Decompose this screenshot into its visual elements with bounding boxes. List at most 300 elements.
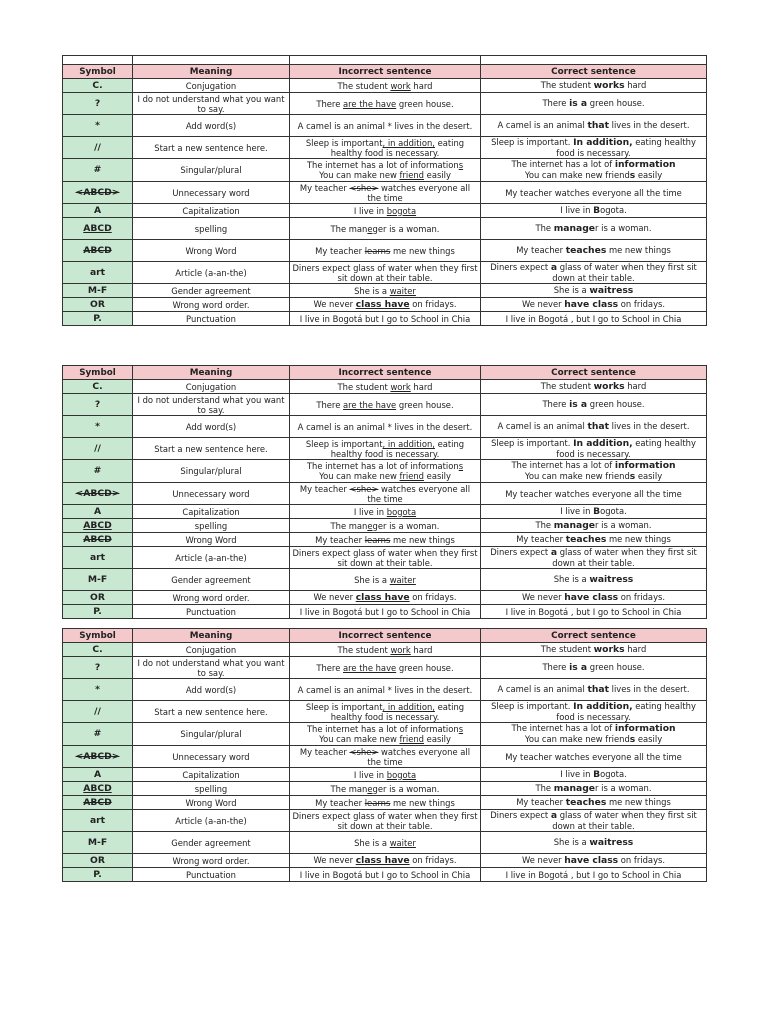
marked-text: works <box>593 80 625 91</box>
table-row <box>63 643 707 657</box>
sentence-text: The internet has a lot of <box>511 460 615 470</box>
incorrect-sentence-cell <box>290 591 481 605</box>
marked-text: s <box>629 734 636 745</box>
sentence-text: Diners expect <box>490 547 551 557</box>
sentence-text: hard <box>624 644 647 654</box>
sentence-text: We never <box>313 299 356 309</box>
table-row <box>63 416 707 438</box>
sentence-text: me new things <box>606 245 671 255</box>
symbol-cell <box>63 657 133 679</box>
marked-text: , in addition, <box>382 701 435 712</box>
correct-sentence-cell <box>481 679 707 701</box>
sentence-text: A camel is an animal <box>497 120 588 130</box>
symbol-text: ABCD <box>83 519 112 531</box>
sentence-text: easily <box>424 734 451 744</box>
marked-text: a <box>550 810 558 821</box>
marked-text: e <box>367 783 373 794</box>
symbol-cell <box>63 159 133 182</box>
symbol-cell <box>63 505 133 519</box>
sentence-text: We never <box>313 592 356 602</box>
sentence-text: I live in Bogotá , but I go to School in Chia <box>505 869 682 880</box>
incorrect-sentence-cell <box>290 240 481 262</box>
header-meaning: Meaning <box>133 629 290 643</box>
marked-text: work <box>390 80 411 91</box>
error-codes-table-2 <box>62 365 707 619</box>
incorrect-sentence-cell <box>290 137 481 159</box>
incorrect-sentence-cell <box>290 93 481 115</box>
sentence-text: She is a <box>553 285 590 295</box>
symbol-cell <box>63 284 133 298</box>
meaning-cell: Unnecessary word <box>133 483 290 505</box>
sentence-text: She is a <box>553 574 590 584</box>
symbol-text: ABCD <box>83 244 112 256</box>
correct-sentence-cell <box>481 547 707 569</box>
correct-sentence-cell <box>481 240 707 262</box>
sentence-text: eating healthy food is necessary. <box>556 137 696 158</box>
table-row <box>63 137 707 159</box>
symbol-text: A <box>93 204 102 216</box>
sentence-text: My teacher watches everyone all the time <box>505 488 682 499</box>
table-row <box>63 394 707 416</box>
sentence-text: I live in Bogotá but I go to School in Chia <box>299 313 471 324</box>
symbol-cell <box>63 605 133 619</box>
incorrect-sentence-cell <box>290 182 481 204</box>
meaning-cell: I do not understand what you want to say. <box>133 394 290 416</box>
table-row <box>63 298 707 312</box>
table-row <box>63 115 707 137</box>
sentence-text: There <box>316 399 344 410</box>
meaning-cell: Punctuation <box>133 312 290 326</box>
marked-text: class have <box>355 855 410 866</box>
marked-text: waitress <box>589 285 634 296</box>
sentence-text: You can make new <box>319 471 400 481</box>
sentence-text: There <box>542 662 570 672</box>
sentence-text: I live in Bogotá , but I go to School in Chia <box>505 606 682 617</box>
sentence-text: We never <box>313 855 356 865</box>
sentence-text: My teacher watches everyone all the time <box>505 187 682 198</box>
correct-sentence-cell <box>481 438 707 460</box>
symbol-cell <box>63 460 133 483</box>
meaning-cell: Singular/plural <box>133 159 290 182</box>
sentence-text: easily <box>424 471 451 481</box>
sentence-text: We never <box>521 855 565 865</box>
sentence-text: I live in Bogotá but I go to School in Chia <box>299 869 471 880</box>
sentence-text: eating healthy food is necessary. <box>330 137 465 158</box>
incorrect-sentence-cell <box>290 868 481 882</box>
sentence-text: My teacher watches everyone all the time <box>505 751 682 762</box>
sentence-text: The internet has a lot of information <box>306 724 459 734</box>
sentence-text: The man <box>330 520 368 531</box>
marked-text: bogota <box>386 769 417 780</box>
sentence-text: My teacher <box>516 534 566 544</box>
sentence-text: on fridays. <box>618 592 666 602</box>
symbol-cell <box>63 533 133 547</box>
incorrect-sentence-cell <box>290 380 481 394</box>
meaning-cell: Gender agreement <box>133 832 290 854</box>
meaning-cell: Singular/plural <box>133 460 290 483</box>
symbol-cell <box>63 483 133 505</box>
header-symbol: Symbol <box>63 629 133 643</box>
incorrect-sentence-cell <box>290 483 481 505</box>
correct-sentence-cell <box>481 810 707 832</box>
sentence-text: My teacher <box>315 534 365 545</box>
marked-text: information <box>614 723 676 734</box>
sentence-text: The student <box>540 80 594 90</box>
marked-text: B <box>593 506 601 517</box>
marked-text: <she> <box>349 746 379 757</box>
marked-text: have class <box>564 299 619 310</box>
correct-sentence-cell <box>481 723 707 746</box>
blank-cell <box>290 56 481 65</box>
meaning-cell: spelling <box>133 782 290 796</box>
marked-text: class have <box>355 592 410 603</box>
table-row <box>63 483 707 505</box>
marked-text: a <box>550 262 558 273</box>
correct-sentence-cell <box>481 460 707 483</box>
symbol-text: OR <box>90 298 105 310</box>
sentence-text: There <box>542 399 570 409</box>
sentence-text: We never <box>521 592 565 602</box>
marked-text: friend <box>399 170 424 180</box>
incorrect-sentence-cell <box>290 438 481 460</box>
sentence-text: r is a woman. <box>595 520 652 530</box>
sentence-text: green house. <box>396 98 454 109</box>
sentence-text: Sleep is important. <box>491 438 574 448</box>
correct-sentence-cell <box>481 182 707 204</box>
table-row <box>63 204 707 218</box>
symbol-cell <box>63 93 133 115</box>
symbol-text: M-F <box>87 284 108 296</box>
symbol-text: C. <box>92 380 103 392</box>
sentence-text: ogota. <box>600 205 627 215</box>
marked-text: waiter <box>389 837 416 848</box>
sentence-text: Sleep is important. <box>491 701 574 711</box>
symbol-cell <box>63 679 133 701</box>
symbol-text: ABCD <box>83 533 112 545</box>
meaning-cell: Wrong Word <box>133 796 290 810</box>
marked-text: waitress <box>589 837 634 848</box>
table-row <box>63 605 707 619</box>
correct-sentence-cell <box>481 796 707 810</box>
table-row <box>63 312 707 326</box>
marked-text: In addition, <box>573 438 633 449</box>
symbol-text: ABCD <box>83 782 112 794</box>
symbol-text: art <box>89 814 106 826</box>
table-row <box>63 380 707 394</box>
symbol-cell <box>63 204 133 218</box>
sentence-text: My teacher <box>315 245 365 256</box>
marked-text: In addition, <box>573 137 633 148</box>
marked-text: class have <box>355 299 410 310</box>
table-row <box>63 547 707 569</box>
incorrect-sentence-cell <box>290 312 481 326</box>
meaning-cell: Add word(s) <box>133 115 290 137</box>
sentence-text: Diners expect <box>490 810 551 820</box>
correct-sentence-cell <box>481 394 707 416</box>
sentence-text: green house. <box>396 399 454 410</box>
meaning-cell: Article (a-an-the) <box>133 262 290 284</box>
table-row <box>63 854 707 868</box>
marked-text: teaches <box>565 245 607 256</box>
meaning-cell: Conjugation <box>133 79 290 93</box>
sentence-text: The internet has a lot of information <box>306 160 459 170</box>
sentence-text: She is a <box>553 837 590 847</box>
table-row <box>63 832 707 854</box>
table-row <box>63 438 707 460</box>
table-row <box>63 810 707 832</box>
marked-text: <she> <box>349 182 379 193</box>
incorrect-sentence-cell <box>290 782 481 796</box>
table-row <box>63 505 707 519</box>
sentence-text: There <box>316 98 344 109</box>
sentence-text: The student <box>337 381 391 392</box>
sentence-text: My teacher <box>299 483 350 494</box>
table-row <box>63 868 707 882</box>
error-codes-table-1 <box>62 55 707 326</box>
meaning-cell: Wrong Word <box>133 533 290 547</box>
table-row <box>63 519 707 533</box>
sentence-text: Diners expect glass of water when they first sit down at their table. <box>292 810 478 831</box>
incorrect-sentence-cell <box>290 262 481 284</box>
sentence-text: hard <box>624 381 647 391</box>
marked-text: s <box>458 160 464 170</box>
sentence-text: ogota. <box>600 506 627 516</box>
marked-text: have class <box>564 855 619 866</box>
meaning-cell: I do not understand what you want to say. <box>133 657 290 679</box>
symbol-cell <box>63 782 133 796</box>
sentence-text: easily <box>635 170 663 180</box>
symbol-cell <box>63 768 133 782</box>
sentence-text: green house. <box>587 399 645 409</box>
marked-text: <she> <box>349 483 379 494</box>
sentence-text: Sleep is important <box>305 137 383 148</box>
marked-text: are the have <box>343 399 397 410</box>
sentence-text: The internet has a lot of <box>511 723 615 733</box>
sentence-text: I live in Bogotá but I go to School in Chia <box>299 606 471 617</box>
marked-text: are the have <box>343 662 397 673</box>
symbol-text: * <box>95 119 100 131</box>
symbol-text: # <box>93 465 102 476</box>
incorrect-sentence-cell <box>290 547 481 569</box>
sentence-text: easily <box>635 471 663 481</box>
sentence-text: You can make new friend <box>524 170 630 180</box>
marked-text: s <box>629 170 636 181</box>
meaning-cell: Wrong word order. <box>133 854 290 868</box>
correct-sentence-cell <box>481 218 707 240</box>
sentence-text: The student <box>337 80 391 91</box>
sentence-text: green house. <box>396 662 454 673</box>
incorrect-sentence-cell <box>290 298 481 312</box>
symbol-cell <box>63 810 133 832</box>
sentence-text: hard <box>410 644 433 655</box>
symbol-cell <box>63 643 133 657</box>
header-incorrect: Incorrect sentence <box>290 65 481 79</box>
correct-sentence-cell <box>481 782 707 796</box>
table-row <box>63 723 707 746</box>
correct-sentence-cell <box>481 298 707 312</box>
incorrect-sentence-cell <box>290 284 481 298</box>
meaning-cell: Wrong word order. <box>133 591 290 605</box>
sentence-text: A camel is an animal * lives in the desert. <box>297 120 473 131</box>
sentence-text: We never <box>521 299 565 309</box>
table-row <box>63 79 707 93</box>
header-incorrect: Incorrect sentence <box>290 629 481 643</box>
marked-text: work <box>390 381 411 392</box>
symbol-cell <box>63 547 133 569</box>
correct-sentence-cell <box>481 519 707 533</box>
symbol-cell <box>63 380 133 394</box>
incorrect-sentence-cell <box>290 416 481 438</box>
meaning-cell: Add word(s) <box>133 679 290 701</box>
sentence-text: She is a <box>354 285 390 296</box>
symbol-text: OR <box>90 591 105 603</box>
sentence-text: My teacher <box>299 182 350 193</box>
incorrect-sentence-cell <box>290 810 481 832</box>
symbol-cell <box>63 262 133 284</box>
table-row <box>63 746 707 768</box>
meaning-cell: I do not understand what you want to say. <box>133 93 290 115</box>
incorrect-sentence-cell <box>290 679 481 701</box>
header-correct: Correct sentence <box>481 366 707 380</box>
marked-text: In addition, <box>573 701 633 712</box>
symbol-cell <box>63 723 133 746</box>
table-row <box>63 262 707 284</box>
symbol-text: # <box>93 728 102 739</box>
sentence-text: hard <box>410 381 433 392</box>
correct-sentence-cell <box>481 262 707 284</box>
symbol-cell <box>63 182 133 204</box>
blank-cell <box>133 56 290 65</box>
table-row <box>63 657 707 679</box>
marked-text: learns <box>364 534 391 545</box>
marked-text: s <box>458 461 464 471</box>
marked-text: manage <box>553 223 596 234</box>
sentence-text: me new things <box>606 534 671 544</box>
sentence-text: Sleep is important <box>305 701 383 712</box>
sentence-text: I live in <box>353 769 387 780</box>
meaning-cell: Punctuation <box>133 868 290 882</box>
marked-text: is a <box>569 98 588 109</box>
header-correct: Correct sentence <box>481 65 707 79</box>
sentence-text: me new things <box>390 245 455 256</box>
sentence-text: I live in Bogotá , but I go to School in Chia <box>505 313 682 324</box>
marked-text: learns <box>364 245 391 256</box>
marked-text: is a <box>569 399 588 410</box>
marked-text: works <box>593 381 625 392</box>
meaning-cell: Unnecessary word <box>133 182 290 204</box>
correct-sentence-cell <box>481 591 707 605</box>
symbol-cell <box>63 701 133 723</box>
symbol-cell <box>63 298 133 312</box>
sentence-text: ger is a woman. <box>372 520 440 531</box>
meaning-cell: Wrong Word <box>133 240 290 262</box>
sentence-text: lives in the desert. <box>608 120 690 130</box>
sentence-text: Diners expect glass of water when they first sit down at their table. <box>292 262 478 283</box>
symbol-text: ABCD <box>83 796 112 808</box>
sentence-text: You can make new friend <box>524 734 630 744</box>
meaning-cell: Wrong word order. <box>133 298 290 312</box>
header-symbol: Symbol <box>63 366 133 380</box>
symbol-text: // <box>94 442 101 454</box>
sentence-text: You can make new friend <box>524 471 630 481</box>
symbol-text: # <box>93 164 102 175</box>
sentence-text: watches everyone all the time <box>367 483 471 504</box>
symbol-cell <box>63 746 133 768</box>
sentence-text: The <box>535 783 554 793</box>
sentence-text: lives in the desert. <box>608 684 690 694</box>
symbol-text: P. <box>93 312 102 324</box>
sentence-text: easily <box>635 734 663 744</box>
sentence-text: ger is a woman. <box>372 783 440 794</box>
sentence-text: glass of water when they first sit down at their table. <box>552 810 697 831</box>
meaning-cell: Punctuation <box>133 605 290 619</box>
meaning-cell: Start a new sentence here. <box>133 137 290 159</box>
marked-text: that <box>587 684 609 695</box>
symbol-cell <box>63 796 133 810</box>
symbol-cell <box>63 115 133 137</box>
sentence-text: glass of water when they first sit down at their table. <box>552 547 697 568</box>
sentence-text: watches everyone all the time <box>367 746 471 767</box>
header-meaning: Meaning <box>133 65 290 79</box>
correct-sentence-cell <box>481 832 707 854</box>
header-symbol: Symbol <box>63 65 133 79</box>
incorrect-sentence-cell <box>290 218 481 240</box>
symbol-text: P. <box>93 605 102 617</box>
meaning-cell: Gender agreement <box>133 569 290 591</box>
symbol-text: P. <box>93 868 102 880</box>
sentence-text: The internet has a lot of <box>511 159 615 169</box>
meaning-cell: Capitalization <box>133 768 290 782</box>
incorrect-sentence-cell <box>290 605 481 619</box>
sentence-text: me new things <box>606 797 671 807</box>
sentence-text: A camel is an animal <box>497 684 588 694</box>
symbol-cell <box>63 519 133 533</box>
incorrect-sentence-cell <box>290 505 481 519</box>
marked-text: e <box>367 520 373 531</box>
marked-text: information <box>614 159 676 170</box>
marked-text: teaches <box>565 797 607 808</box>
sentence-text: The man <box>330 783 368 794</box>
sentence-text: A camel is an animal * lives in the desert. <box>297 684 473 695</box>
sentence-text: r is a woman. <box>595 223 652 233</box>
marked-text: that <box>587 120 609 131</box>
incorrect-sentence-cell <box>290 460 481 483</box>
correct-sentence-cell <box>481 643 707 657</box>
meaning-cell: Capitalization <box>133 204 290 218</box>
sentence-text: r is a woman. <box>595 783 652 793</box>
meaning-cell: Conjugation <box>133 643 290 657</box>
incorrect-sentence-cell <box>290 79 481 93</box>
correct-sentence-cell <box>481 533 707 547</box>
sentence-text: She is a <box>354 574 390 585</box>
sentence-text: The student <box>540 644 594 654</box>
table-row <box>63 569 707 591</box>
incorrect-sentence-cell <box>290 723 481 746</box>
incorrect-sentence-cell <box>290 394 481 416</box>
incorrect-sentence-cell <box>290 746 481 768</box>
correct-sentence-cell <box>481 284 707 298</box>
symbol-cell <box>63 137 133 159</box>
marked-text: that <box>587 421 609 432</box>
sentence-text: easily <box>424 170 451 180</box>
sentence-text: Sleep is important <box>305 438 383 449</box>
symbol-text: art <box>89 266 106 278</box>
symbol-text: // <box>94 705 101 717</box>
sentence-text: My teacher <box>516 797 566 807</box>
error-codes-table-3 <box>62 628 707 882</box>
sentence-text: green house. <box>587 98 645 108</box>
sentence-text: ger is a woman. <box>372 223 440 234</box>
